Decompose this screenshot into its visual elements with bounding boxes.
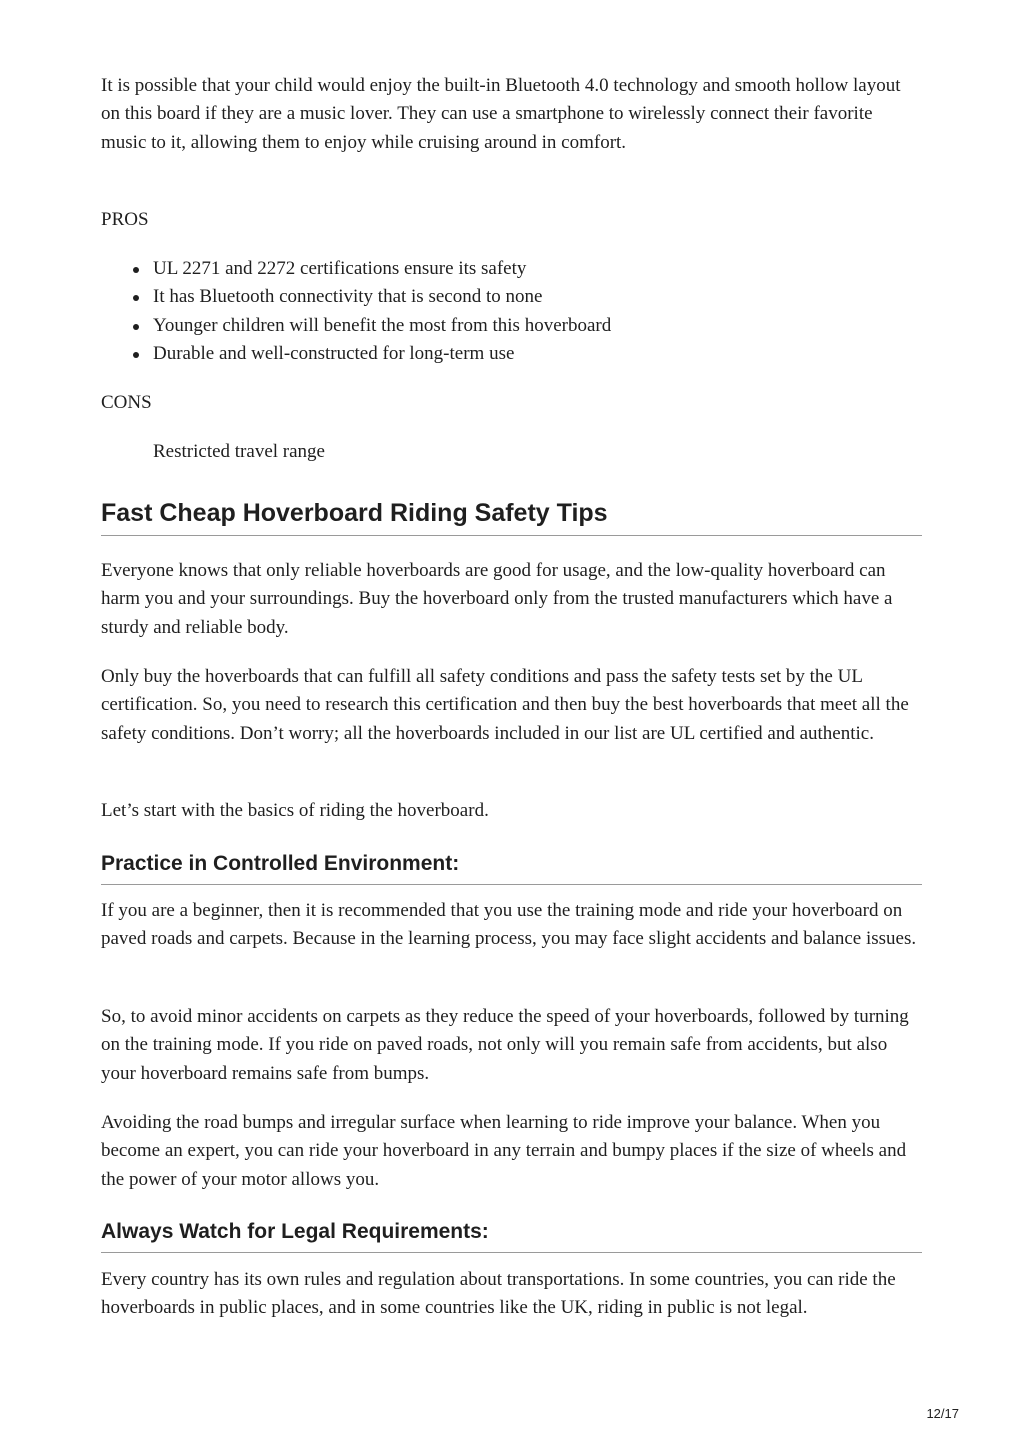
pros-item: Younger children will benefit the most from this hoverboard <box>153 312 922 340</box>
intro-paragraph: It is possible that your child would enjoy the built-in Bluetooth 4.0 technology and smooth hollow layout on this board if they are a music lover. They can use a smartphone to wirelessly connect their favorite music to it, allowing them to enjoy while cruising around in comfort. <box>101 75 901 153</box>
practice-paragraph: So, to avoid minor accidents on carpets as they reduce the speed of your hoverboards, followed by turning on the training mode. If you ride on paved roads, not only will you remain safe from accidents, but also your hoverboard remains safe from bumps. <box>101 1006 909 1084</box>
practice-paragraph: If you are a beginner, then it is recommended that you use the training mode and ride your hoverboard on paved roads and carpets. Because in the learning process, you may face slight accidents and balance issues. <box>101 900 917 950</box>
pros-list <box>101 255 922 368</box>
pros-label: PROS <box>101 209 149 230</box>
section-paragraph: Let’s start with the basics of riding the hoverboard. <box>101 800 489 821</box>
section-paragraph: Only buy the hoverboards that can fulfill all safety conditions and pass the safety tests set by the UL certification. So, you need to research this certification and then buy the best hoverboards that meet all the safety conditions. Don’t worry; all the hoverboards included in our list are UL certified and authentic. <box>101 666 909 744</box>
page-number: 12/17 <box>926 1406 959 1421</box>
pros-item: It has Bluetooth connectivity that is second to none <box>153 283 922 311</box>
section-paragraph: Everyone knows that only reliable hoverboards are good for usage, and the low-quality hoverboard can harm you and your surroundings. Buy the hoverboard only from the trusted manufacturers which have a sturdy and reliable body. <box>101 560 893 638</box>
pros-item: Durable and well-constructed for long-term use <box>153 340 922 368</box>
pros-item: UL 2271 and 2272 certifications ensure its safety <box>153 255 922 283</box>
cons-label: CONS <box>101 392 152 413</box>
legal-paragraph: Every country has its own rules and regulation about transportations. In some countries, you can ride the hoverboards in public places, and in some countries like the UK, riding in public is not legal. <box>101 1269 896 1319</box>
legal-heading: Always Watch for Legal Requirements: <box>101 1219 922 1253</box>
section-heading: Fast Cheap Hoverboard Riding Safety Tips <box>101 498 922 536</box>
practice-heading: Practice in Controlled Environment: <box>101 851 922 885</box>
practice-paragraph: Avoiding the road bumps and irregular surface when learning to ride improve your balance. When you become an expert, you can ride your hoverboard in any terrain and bumpy places if the size of wheels and the power of your motor allows you. <box>101 1112 907 1190</box>
cons-item: Restricted travel range <box>153 441 325 462</box>
